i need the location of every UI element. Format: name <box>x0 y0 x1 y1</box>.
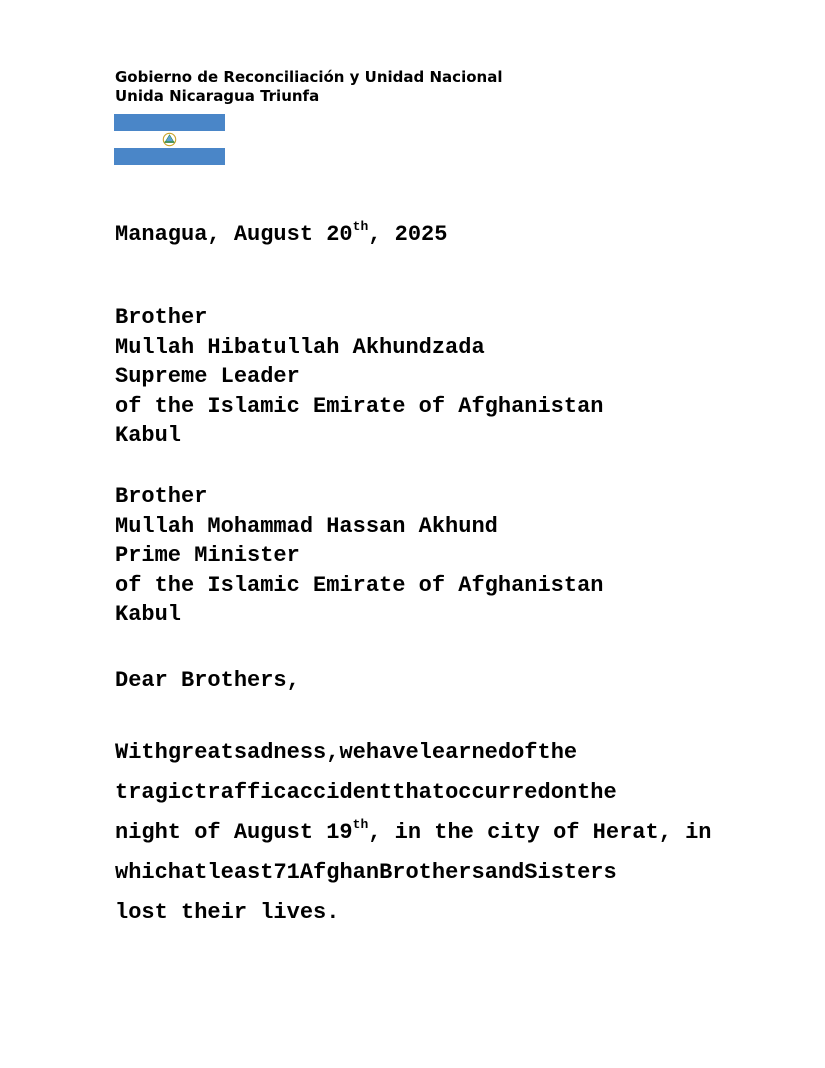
recipient2-title: Brother <box>115 484 208 509</box>
body-word: on <box>550 780 578 805</box>
body-word: and <box>484 860 525 885</box>
letterhead <box>115 68 502 106</box>
recipient2-name: Mullah Mohammad Hassan Akhund <box>115 513 498 539</box>
body-word: With <box>115 740 168 765</box>
body-word: the <box>537 740 578 765</box>
body-word: traffic <box>194 780 287 805</box>
body-line-4 <box>115 853 711 893</box>
body-word: sadness, <box>233 740 340 765</box>
letterhead-government: Gobierno de Reconciliación y Unidad Nacional <box>115 68 503 86</box>
date-line <box>115 219 448 247</box>
body-paragraph <box>115 733 711 933</box>
body-word: Brothers <box>379 860 485 885</box>
body-word: occurred <box>445 780 551 805</box>
body-line-3-ordinal: th <box>352 817 369 833</box>
recipient-block-2 <box>115 482 603 630</box>
nicaragua-flag-icon <box>114 114 225 165</box>
recipient1-city: Kabul <box>115 423 182 449</box>
body-word: least <box>207 860 274 885</box>
recipient-block-1 <box>115 303 603 451</box>
body-word: which <box>115 860 182 885</box>
body-word: have <box>365 740 419 765</box>
salutation: Dear Brothers, <box>115 668 300 693</box>
body-word: at <box>181 860 208 885</box>
body-line-2 <box>115 773 711 813</box>
body-line-1 <box>115 733 711 773</box>
date-text: Managua, August 20 <box>115 222 353 247</box>
body-line-3 <box>115 813 711 853</box>
body-word: Afghan <box>299 860 380 885</box>
body-word: we <box>339 740 366 765</box>
body-word: 71 <box>273 860 300 885</box>
letterhead-motto: Unida Nicaragua Triunfa <box>115 87 320 105</box>
body-word: of <box>511 740 538 765</box>
recipient2-org: of the Islamic Emirate of Afghanistan <box>115 572 604 598</box>
body-line-3-text: night of August 19 <box>115 820 353 845</box>
recipient1-title: Brother <box>115 305 208 330</box>
body-word: tragic <box>115 780 195 805</box>
date-ordinal: th <box>352 219 369 235</box>
recipient2-city: Kabul <box>115 602 182 628</box>
recipient1-name: Mullah Hibatullah Akhundzada <box>115 334 485 360</box>
recipient2-position: Prime Minister <box>115 543 300 569</box>
body-line-5: lost their lives. <box>115 900 340 925</box>
recipient1-position: Supreme Leader <box>115 364 300 390</box>
body-word: the <box>577 780 617 805</box>
recipient1-org: of the Islamic Emirate of Afghanistan <box>115 393 604 419</box>
body-word: learned <box>418 740 512 765</box>
body-word: great <box>167 740 234 765</box>
body-line-3-rest: , in the city of Herat, in <box>368 820 712 845</box>
body-word: that <box>392 780 446 805</box>
date-year: , 2025 <box>368 222 448 247</box>
body-word: Sisters <box>524 860 617 885</box>
body-word: accident <box>286 780 393 805</box>
